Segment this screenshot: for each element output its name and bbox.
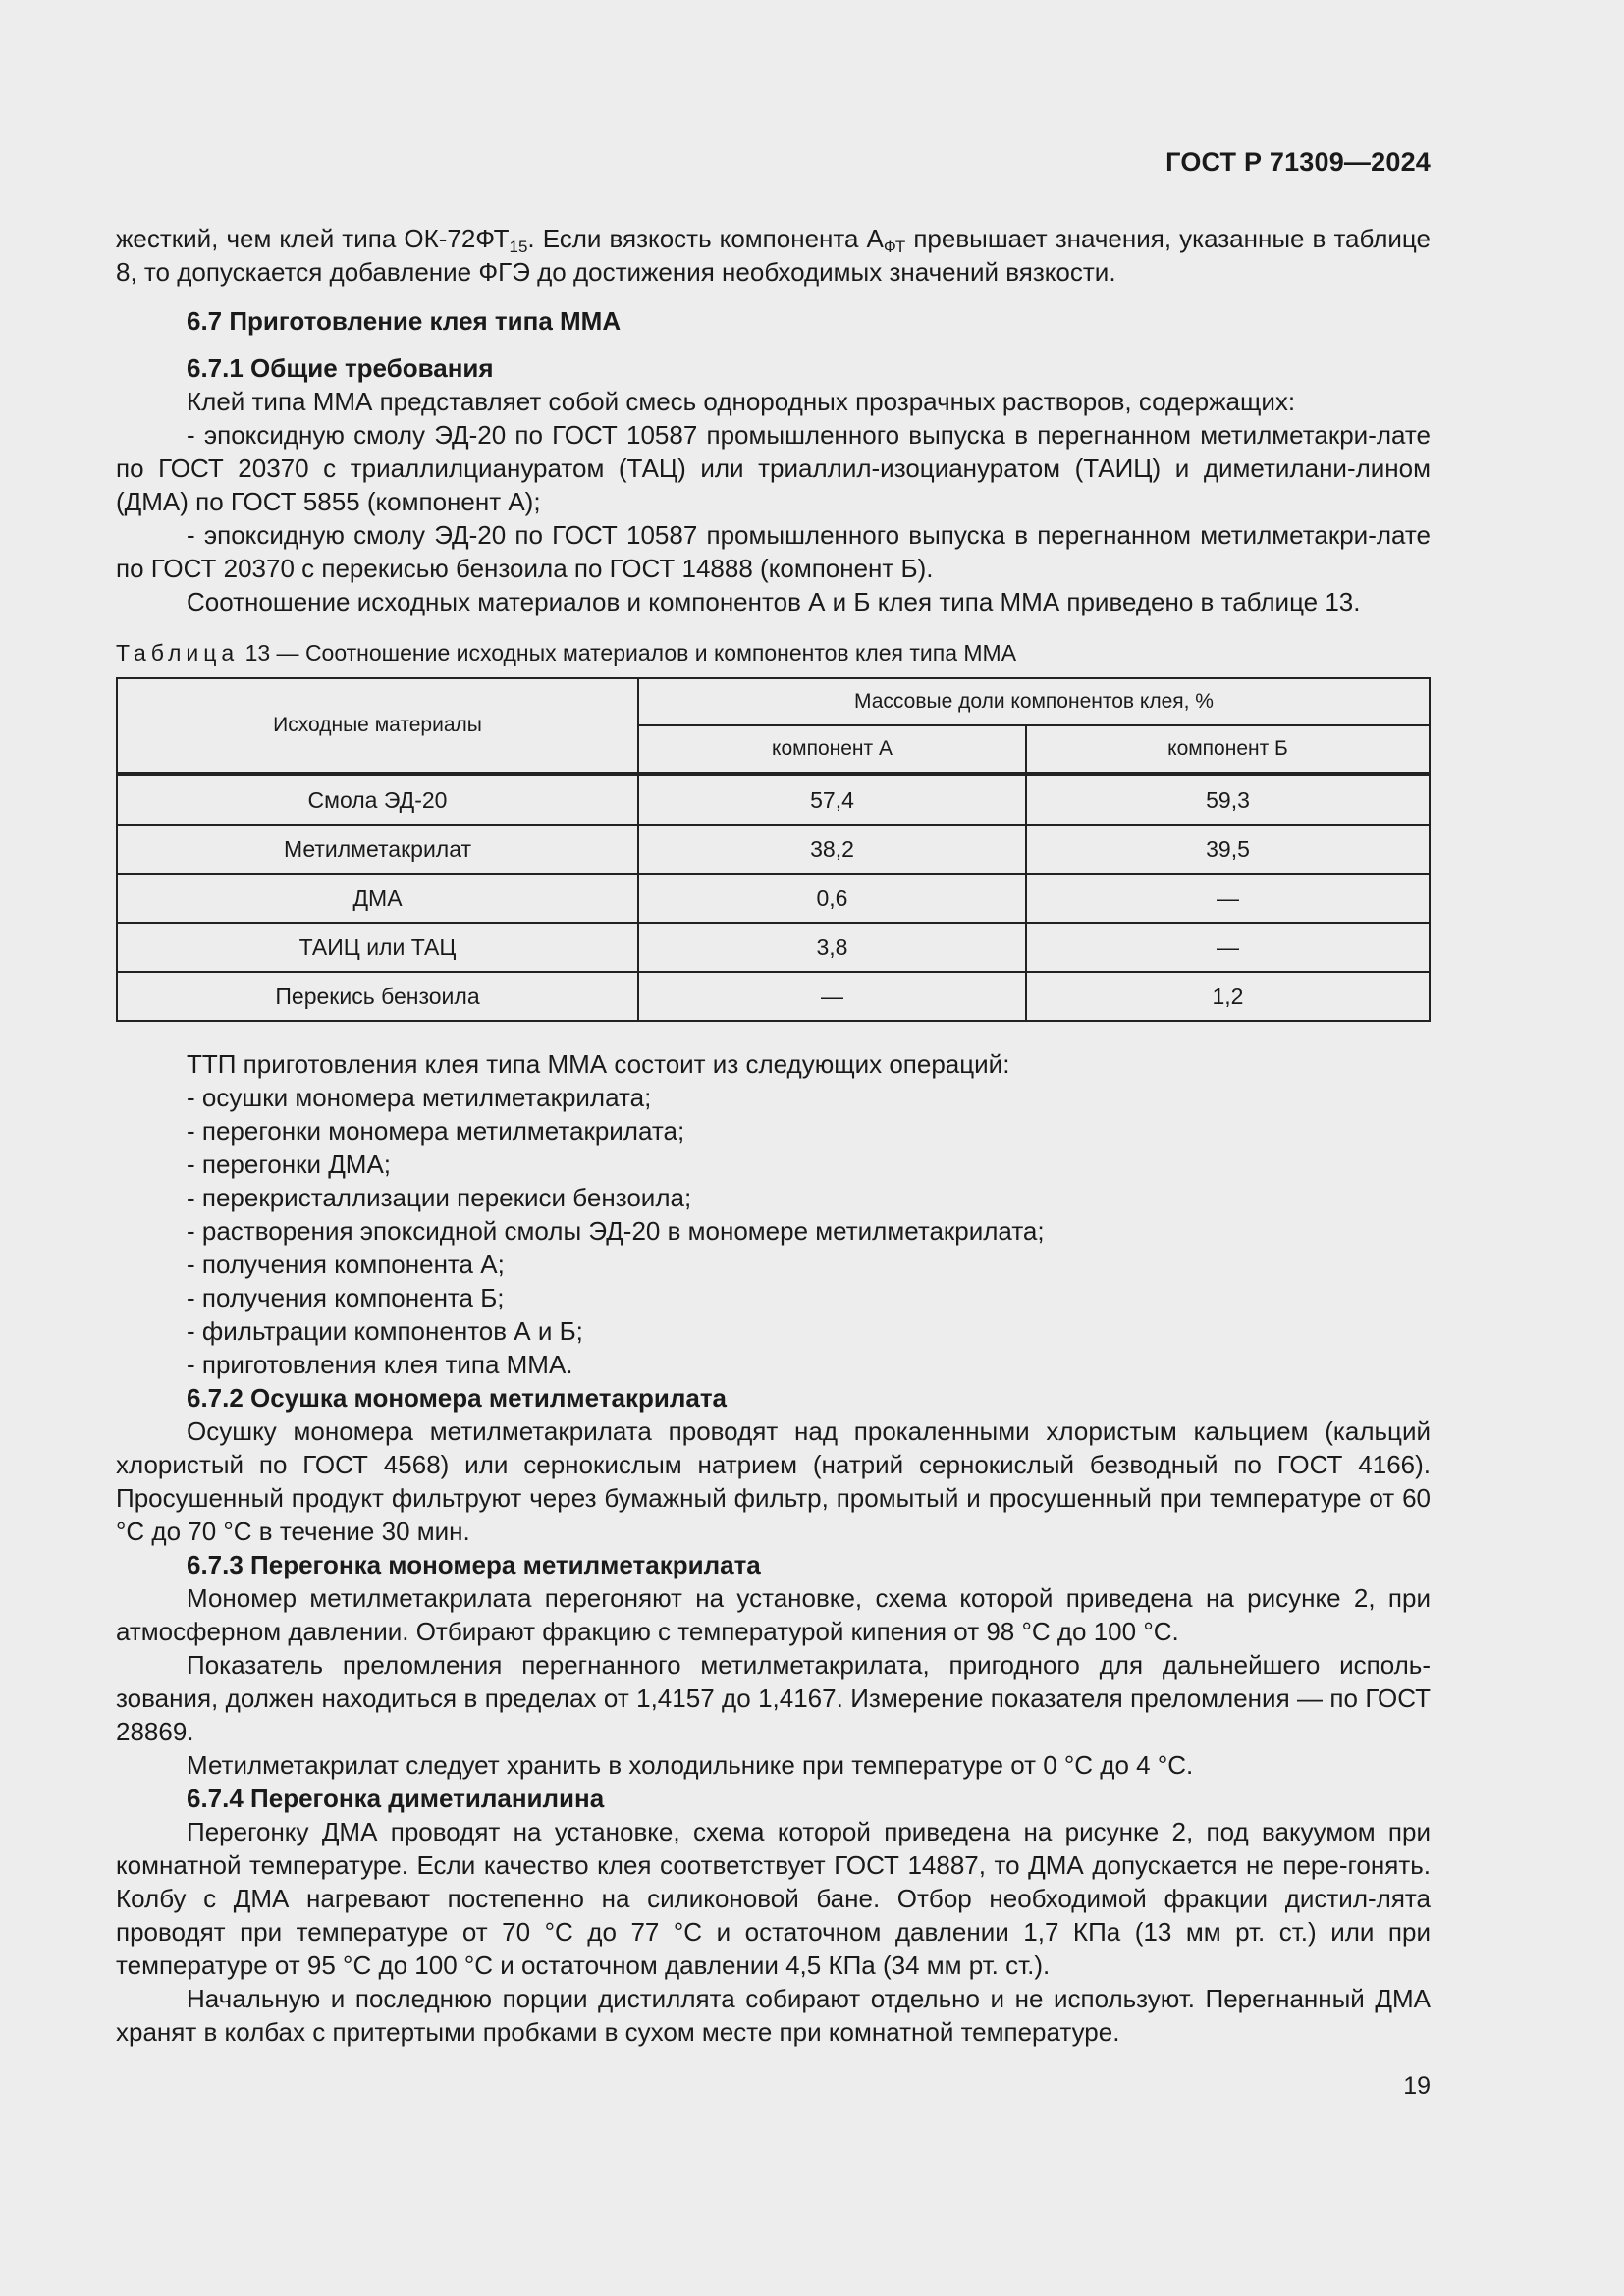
table-cell-b: — xyxy=(1026,874,1430,923)
intro-subscript-2: ФТ xyxy=(883,238,906,256)
table-cell-a: 38,2 xyxy=(638,825,1026,874)
table-caption-text: 13 — Соотношение исходных материалов и компонентов клея типа ММА xyxy=(239,640,1017,666)
list-item: - перекристаллизации перекиси бензоила; xyxy=(187,1183,692,1212)
subsection-heading: 6.7.2 Осушка мономера метилметакрилата xyxy=(187,1383,728,1413)
ttp-block xyxy=(116,1047,1431,1381)
paragraph: Метилметакрилат следует хранить в холодильнике при температуре от 0 °С до 4 °С. xyxy=(187,1750,1194,1780)
table-cell-b: 59,3 xyxy=(1026,774,1430,826)
table-row xyxy=(117,874,1430,923)
list-item: - осушки мономера метилметакрилата; xyxy=(187,1083,652,1112)
table-cell-a: 0,6 xyxy=(638,874,1026,923)
table-header-component-b: компонент Б xyxy=(1026,725,1430,774)
paragraph: Осушку мономера метилметакрилата проводят над прокаленными хлористым кальцием (кальций хлористый по ГОСТ 4568) или сернокислым натрием (натрий сернокислый безводный по ГОСТ 4166). Просушенный продукт фильтруют через бумажный фильтр, промытый и просушенный при температуре от 60 °С до 70 °С в течение 30 мин. xyxy=(116,1416,1431,1546)
list-item: - фильтрации компонентов А и Б; xyxy=(187,1316,583,1346)
subsection-heading: 6.7.4 Перегонка диметиланилина xyxy=(187,1784,605,1813)
list-item: - получения компонента Б; xyxy=(187,1283,505,1312)
table-header-mass: Массовые доли компонентов клея, % xyxy=(638,678,1430,725)
table-cell-material: ТАИЦ или ТАЦ xyxy=(117,923,638,972)
table-row xyxy=(117,923,1430,972)
paragraph: Мономер метилметакрилата перегоняют на установке, схема которой приведена на рисунке 2, при атмосферном давлении. Отбирают фракцию с температурой кипения от 98 °С до 100 °С. xyxy=(116,1583,1431,1646)
table-row xyxy=(117,825,1430,874)
paragraph: Начальную и последнюю порции дистиллята собирают отдельно и не используют. Перегнанный ДМА хранят в колбах с притертыми пробками в сухом месте при комнатной температуре. xyxy=(116,1984,1431,2047)
intro-text-1: жесткий, чем клей типа ОК-72ФТ xyxy=(116,224,510,253)
list-item: - растворения эпоксидной смолы ЭД-20 в мономере метилметакрилата; xyxy=(187,1216,1045,1246)
subsection-heading: 6.7.3 Перегонка мономера метилметакрилата xyxy=(187,1550,761,1579)
table-cell-b: 39,5 xyxy=(1026,825,1430,874)
page-number: 19 xyxy=(1403,2072,1431,2100)
table-row xyxy=(117,774,1430,826)
table-cell-material: ДМА xyxy=(117,874,638,923)
table-header-component-a: компонент А xyxy=(638,725,1026,774)
list-item: - получения компонента А; xyxy=(187,1250,505,1279)
table-cell-a: — xyxy=(638,972,1026,1021)
page-content xyxy=(116,222,1431,2049)
list-item: - перегонки мономера метилметакрилата; xyxy=(187,1116,685,1146)
table-caption xyxy=(116,636,1431,669)
intro-subscript-1: 15 xyxy=(509,238,528,256)
table-cell-material: Метилметакрилат xyxy=(117,825,638,874)
paragraph: Соотношение исходных материалов и компонентов А и Б клея типа ММА приведено в таблице 13. xyxy=(187,587,1361,616)
table-cell-b: 1,2 xyxy=(1026,972,1430,1021)
intro-text-2: . Если вязкость компонента А xyxy=(527,224,884,253)
list-item: - эпоксидную смолу ЭД-20 по ГОСТ 10587 промышленного выпуска в перегнанном метилметакри-лате по ГОСТ 20370 с перекисью бензоила по ГОСТ 14888 (компонент Б). xyxy=(116,520,1431,583)
table-cell-a: 3,8 xyxy=(638,923,1026,972)
table-cell-b: — xyxy=(1026,923,1430,972)
subsection-heading: 6.7.1 Общие требования xyxy=(187,353,494,383)
list-item: - перегонки ДМА; xyxy=(187,1149,392,1179)
table-cell-a: 57,4 xyxy=(638,774,1026,826)
table-header-materials: Исходные материалы xyxy=(117,678,638,774)
intro-text-3: превышает значения, указанные в таблице 8, то допускается добавление ФГЭ до достижения необходимых значений вязкости. xyxy=(116,224,1431,287)
paragraph: ТТП приготовления клея типа ММА состоит из следующих операций: xyxy=(187,1049,1010,1079)
document-header: ГОСТ Р 71309—2024 xyxy=(1165,147,1431,177)
list-item: - эпоксидную смолу ЭД-20 по ГОСТ 10587 промышленного выпуска в перегнанном метилметакри-лате по ГОСТ 20370 с триаллилциануратом (ТАЦ) или триаллил-изоциануратом (ТАИЦ) и диметилани-лином (ДМА) по ГОСТ 5855 (компонент А); xyxy=(116,420,1431,516)
materials-table xyxy=(116,677,1431,1022)
paragraph: Показатель преломления перегнанного метилметакрилата, пригодного для дальнейшего исполь-зования, должен находиться в пределах от 1,4157 до 1,4167. Измерение показателя преломления — по ГОСТ 28869. xyxy=(116,1650,1431,1746)
intro-paragraph xyxy=(116,222,1431,289)
table-row xyxy=(117,972,1430,1021)
paragraph: Перегонку ДМА проводят на установке, схема которой приведена на рисунке 2, под вакуумом при комнатной температуре. Если качество клея соответствует ГОСТ 14887, то ДМА допускается не пере-гонять. Колбу с ДМА нагревают постепенно на силиконовой бане. Отбор необходимой фракции дистил-лята проводят при температуре от 70 °С до 77 °С и остаточном давлении 1,7 КПа (13 мм рт. ст.) или при температуре от 95 °С до 100 °С и остаточном давлении 4,5 КПа (34 мм рт. ст.). xyxy=(116,1817,1431,1980)
section-heading: 6.7 Приготовление клея типа ММА xyxy=(187,306,622,336)
table-caption-word: Таблица xyxy=(116,640,240,666)
list-item: - приготовления клея типа ММА. xyxy=(187,1350,573,1379)
paragraph: Клей типа ММА представляет собой смесь однородных прозрачных растворов, содержащих: xyxy=(187,387,1296,416)
table-cell-material: Перекись бензоила xyxy=(117,972,638,1021)
table-cell-material: Смола ЭД-20 xyxy=(117,774,638,826)
